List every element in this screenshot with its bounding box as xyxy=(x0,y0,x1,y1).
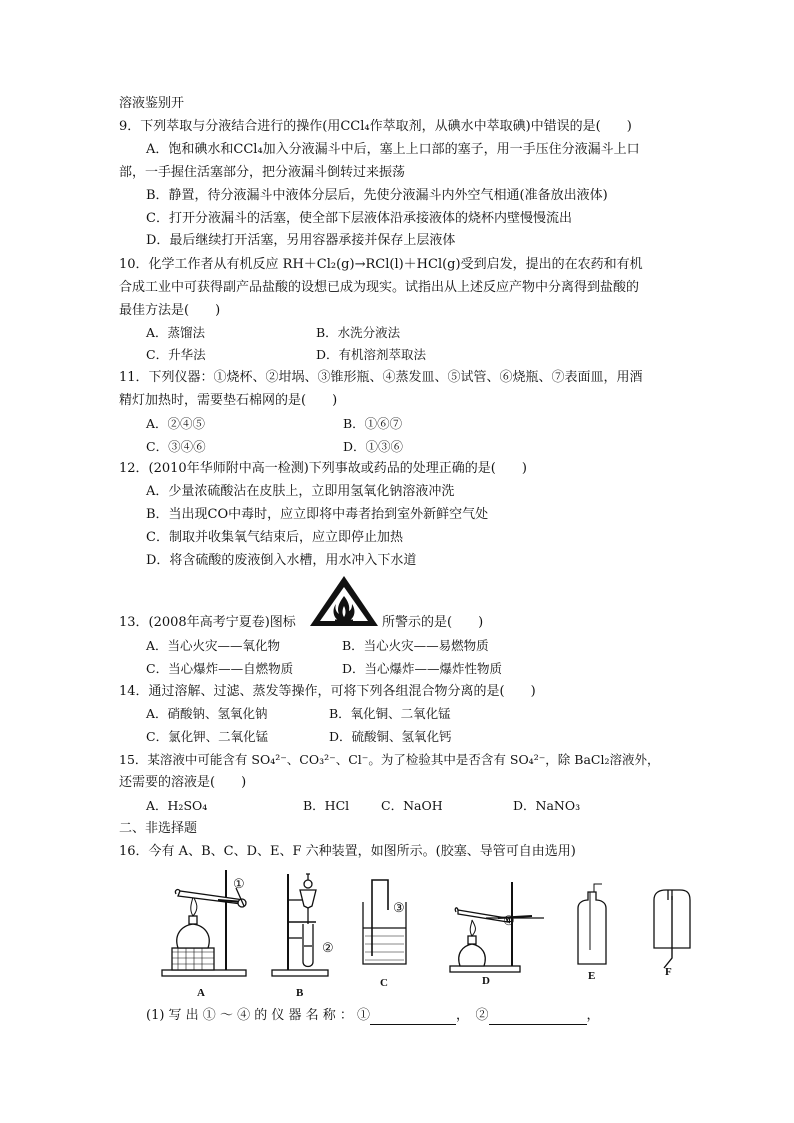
q9-option-b: B．静置，待分液漏斗中液体分层后，先使分液漏斗内外空气相通(准备放出液体) xyxy=(146,188,608,203)
q9-stem: 9．下列萃取与分液结合进行的操作(用CCl₄作萃取剂，从碘水中萃取碘)中错误的是( ) xyxy=(119,119,632,134)
q15-option-b: B．HCl xyxy=(303,798,350,813)
q10-option-a: A．蒸馏法 xyxy=(146,325,206,340)
q9-option-a: A．饱和碘水和CCl₄加入分液漏斗中后，塞上上口部的塞子，用一手压住分液漏斗上口 xyxy=(146,142,640,157)
q10-option-c: C．升华法 xyxy=(146,347,206,362)
answer-blank-2[interactable] xyxy=(489,1010,587,1025)
q12-option-d: D．将含硫酸的废液倒入水槽，用水冲入下水道 xyxy=(146,553,417,568)
q13-stem-post: 所警示的是( ) xyxy=(382,615,484,630)
q15-option-d: D．NaNO₃ xyxy=(513,798,581,813)
marker-1: ① xyxy=(233,876,245,891)
q12-option-a: A．少量浓硫酸沾在皮肤上，立即用氢氧化钠溶液冲洗 xyxy=(146,484,455,499)
q13-option-c: C．当心爆炸——自燃物质 xyxy=(146,661,294,676)
q10-stem-1: 10．化学工作者从有机反应 RH＋Cl₂(g)→RCl(l)＋HCl(g)受到启发，提出的在农药和有机 xyxy=(119,257,643,272)
q15-stem-2: 还需要的溶液是( ) xyxy=(119,775,247,790)
q14-option-c: C．氯化钾、二氧化锰 xyxy=(146,729,269,744)
figure-label-b: B xyxy=(296,987,304,999)
apparatus-c xyxy=(363,880,406,964)
q15-option-a: A．H₂SO₄ xyxy=(146,798,208,813)
q16-stem: 16．今有 A、B、C、D、E、F 六种装置，如图所示。(胶塞、导管可自由选用) xyxy=(119,844,576,859)
figure-label-f: F xyxy=(665,966,672,978)
q11-stem-2: 精灯加热时，需要垫石棉网的是( ) xyxy=(119,393,338,408)
figure-label-d: D xyxy=(482,975,490,987)
q13-option-d: D．当心爆炸——爆炸性物质 xyxy=(342,661,503,676)
flammable-warning-icon xyxy=(308,574,380,628)
q11-option-d: D．①③⑥ xyxy=(343,439,404,454)
q11-option-a: A．②④⑤ xyxy=(146,416,206,431)
q14-stem: 14．通过溶解、过滤、蒸发等操作，可将下列各组混合物分离的是( ) xyxy=(119,684,536,699)
q9-option-a-cont: 部，一手握住活塞部分，把分液漏斗倒转过来振荡 xyxy=(119,165,406,180)
q14-option-b: B．氧化铜、二氧化锰 xyxy=(329,706,451,721)
q16-sub1-sep: ， ② xyxy=(456,1008,489,1023)
figure-label-a: A xyxy=(197,987,205,999)
q13-stem-pre: 13．(2008年高考宁夏卷)图标 xyxy=(119,615,296,630)
section-heading: 二、非选择题 xyxy=(119,821,198,836)
q16-sub1-end: ， xyxy=(586,1008,600,1023)
marker-2: ② xyxy=(322,940,334,955)
q12-stem: 12．(2010年华师附中高一检测)下列事故或药品的处理正确的是( ) xyxy=(119,461,527,476)
q9-option-d: D．最后继续打开活塞，另用容器承接并保存上层液体 xyxy=(146,233,456,248)
q14-option-d: D．硫酸铜、氢氧化钙 xyxy=(329,729,452,744)
apparatus-b xyxy=(272,874,328,976)
q11-stem-1: 11．下列仪器：①烧杯、②坩埚、③锥形瓶、④蒸发皿、⑤试管、⑥烧瓶、⑦表面皿，用酒 xyxy=(119,370,643,385)
q11-option-b: B．①⑥⑦ xyxy=(343,416,403,431)
q11-option-c: C．③④⑥ xyxy=(146,439,206,454)
q10-stem-3: 最佳方法是( ) xyxy=(119,303,221,318)
apparatus-d xyxy=(450,882,544,972)
heading-fragment: 溶液鉴别开 xyxy=(119,96,185,111)
q14-option-a: A．硝酸钠、氢氧化钠 xyxy=(146,706,268,721)
q12-option-b: B．当出现CO中毒时，应立即将中毒者抬到室外新鲜空气处 xyxy=(146,507,489,522)
marker-3: ③ xyxy=(393,900,405,915)
figure-label-c: C xyxy=(380,977,388,989)
q13-option-b: B．当心火灾——易燃物质 xyxy=(342,638,489,653)
q12-option-c: C．制取并收集氧气结束后，应立即停止加热 xyxy=(146,530,403,545)
q10-option-b: B．水洗分液法 xyxy=(316,325,401,340)
q15-stem-1: 15．某溶液中可能含有 SO₄²⁻、CO₃²⁻、Cl⁻。为了检验其中是否含有 SO₄²⁻，除 BaCl₂溶液外， xyxy=(119,752,660,767)
apparatus-e xyxy=(578,884,606,964)
q10-stem-2: 合成工业中可获得副产品盐酸的设想已成为现实。试指出从上述反应产物中分离得到盐酸的 xyxy=(119,280,640,295)
q10-option-d: D．有机溶剂萃取法 xyxy=(316,347,427,362)
q15-option-c: C．NaOH xyxy=(381,798,443,813)
answer-blank-1[interactable] xyxy=(370,1010,456,1025)
marker-4: ④ xyxy=(503,913,515,928)
q16-sub1-text: (1) 写 出 ① ～ ④ 的 仪 器 名 称 ： ① xyxy=(146,1008,371,1023)
q13-option-a: A．当心火灾——氧化物 xyxy=(146,638,281,653)
q16-sub1 xyxy=(146,1007,600,1025)
apparatus-f xyxy=(654,890,690,968)
q9-option-c: C．打开分液漏斗的活塞，使全部下层液体沿承接液体的烧杯内壁慢慢流出 xyxy=(146,211,572,226)
figure-label-e: E xyxy=(588,970,596,982)
